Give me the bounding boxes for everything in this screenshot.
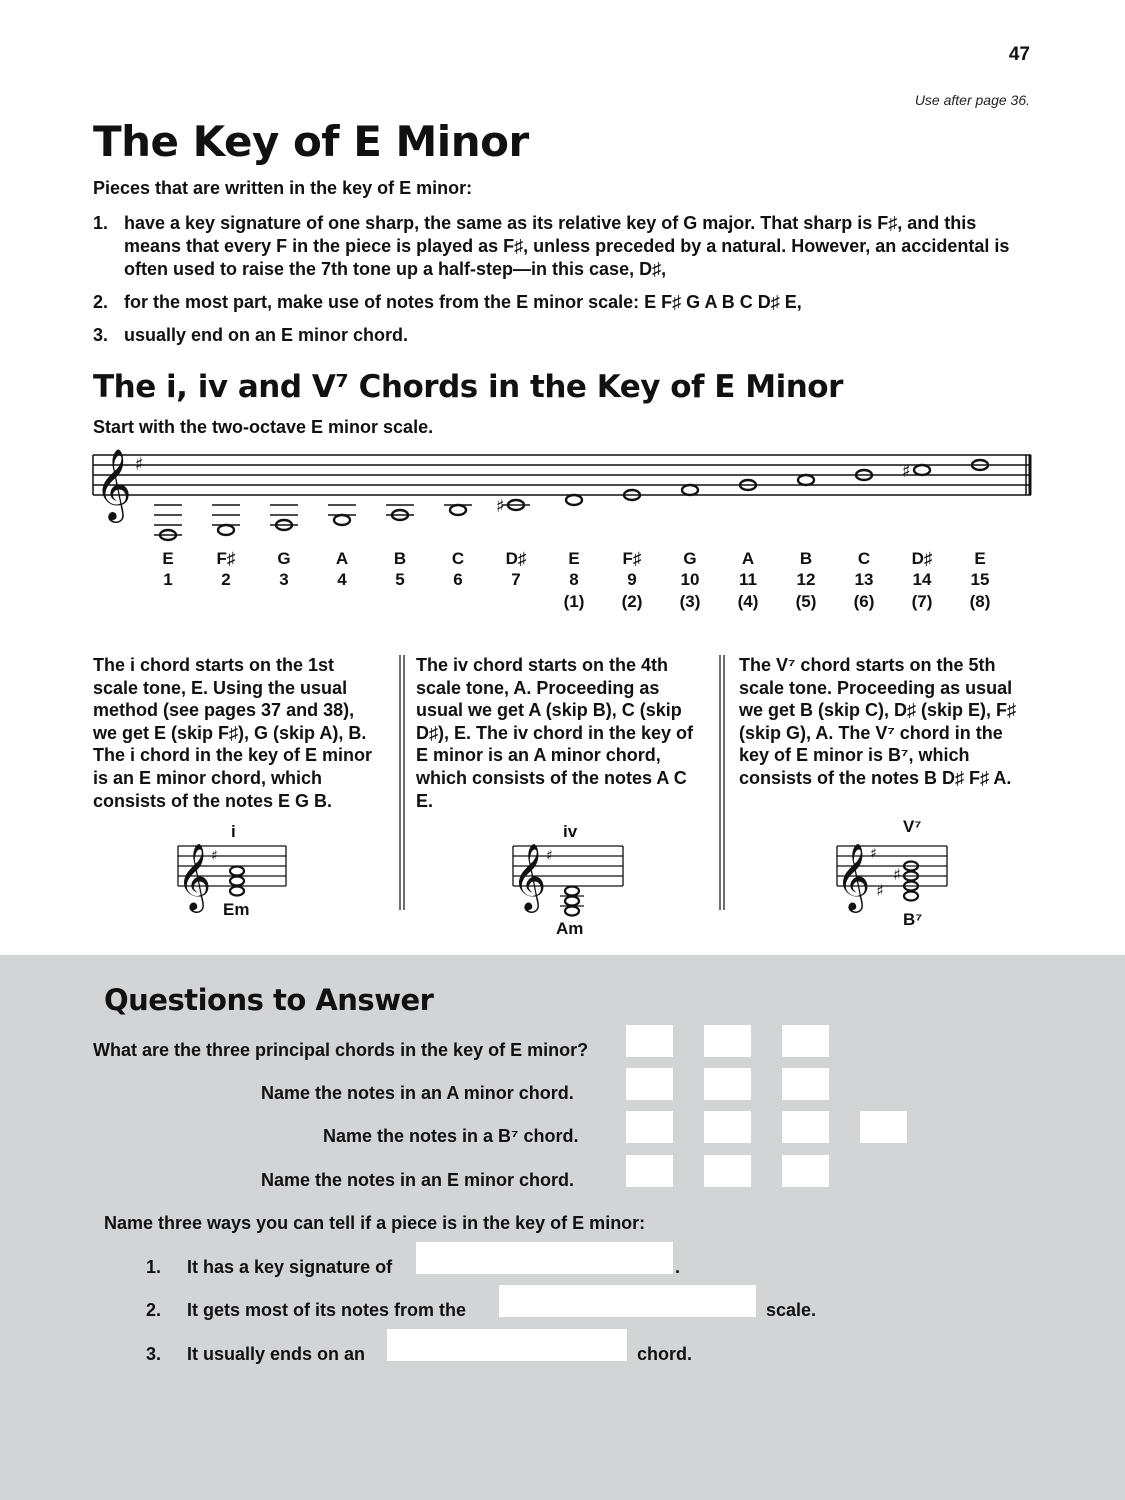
i-roman-label: i — [231, 822, 236, 841]
i-chord-notes — [230, 867, 244, 896]
scale-degree: 3 — [279, 570, 289, 589]
scale-degree: 9 — [627, 570, 637, 589]
sharp-icon: ♯ — [496, 496, 505, 517]
list-text: for the most part, make use of notes from the E minor scale: E F♯ G A B C D♯ E, — [124, 292, 802, 312]
question-principal-chords: What are the three principal chords in the key of E minor? — [93, 1040, 589, 1060]
scale-note-name: F♯ — [622, 549, 642, 568]
way-suffix: chord. — [637, 1344, 693, 1364]
answer-box[interactable] — [782, 1025, 829, 1057]
iv-chord-notes — [565, 887, 579, 916]
scale-degree-octave: (2) — [621, 592, 643, 611]
answer-box[interactable] — [626, 1155, 673, 1187]
scale-note-name: G — [683, 549, 697, 568]
scale-degree-octave: (1) — [563, 592, 585, 611]
way-text: It usually ends on an — [187, 1344, 366, 1364]
answer-box[interactable] — [782, 1155, 829, 1187]
section-title: The i, iv and V⁷ Chords in the Key of E Minor — [93, 369, 843, 405]
key-signature-sharp-icon: ♯ — [135, 454, 144, 475]
scale-degree-octave: (7) — [911, 592, 933, 611]
answer-box[interactable] — [860, 1111, 907, 1143]
sharp-icon: ♯ — [902, 461, 911, 482]
am-chord-label: Am — [556, 919, 584, 938]
scale-degree-octave: (8) — [969, 592, 991, 611]
list-text: usually end on an E minor chord. — [124, 325, 409, 345]
scale-note-name: C — [451, 549, 465, 568]
way-number: 2. — [146, 1300, 162, 1320]
way-text: It gets most of its notes from the — [187, 1300, 467, 1320]
scale-note-name: A — [335, 549, 349, 568]
scale-note-name: B — [799, 549, 813, 568]
questions-title: Questions to Answer — [104, 983, 434, 1017]
scale-degree: 12 — [796, 570, 816, 589]
treble-clef-icon: 𝄞 — [95, 447, 132, 520]
question-e-minor: Name the notes in an E minor chord. — [261, 1170, 575, 1190]
page-title: The Key of E Minor — [93, 117, 529, 166]
scale-degree: 5 — [395, 570, 405, 589]
way-number: 3. — [146, 1344, 162, 1364]
scale-note-name: E — [568, 549, 580, 568]
list-text: have a key signature of one sharp, the same as its relative key of G major. That sharp is F♯, and this means that every F in the piece is played as F♯, unless preceded by a natural. However, an accidental is often used to raise the 7th tone up a half-step—in this case, D♯, — [124, 213, 1010, 279]
scale-note-name: D♯ — [911, 549, 933, 568]
scale-note-name: A — [741, 549, 755, 568]
scale-degree: 14 — [912, 570, 932, 589]
scale-degree: 6 — [453, 570, 463, 589]
scale-degree: 15 — [970, 570, 990, 589]
scale-degree: 13 — [854, 570, 874, 589]
question-b7: Name the notes in a B⁷ chord. — [323, 1126, 579, 1146]
question-a-minor: Name the notes in an A minor chord. — [261, 1083, 574, 1103]
answer-box[interactable] — [704, 1111, 751, 1143]
em-chord-label: Em — [223, 900, 250, 919]
page-number: 47 — [1008, 44, 1030, 65]
scale-degree: 7 — [511, 570, 521, 589]
treble-clef-icon: 𝄞 — [177, 842, 212, 910]
scale-note-name: D♯ — [505, 549, 527, 568]
iv-roman-label: iv — [563, 822, 578, 841]
way-suffix: . — [675, 1257, 681, 1277]
answer-box[interactable] — [626, 1025, 673, 1057]
answer-box[interactable] — [782, 1068, 829, 1100]
i-chord-text: The i chord starts on the 1st scale tone, E. Using the usual method (see pages 37 and 38), we get E (skip F♯), G (skip A), B. The i chord in the key of E minor is an E minor chord, which consists of the notes E G B. — [93, 655, 373, 811]
chord-answer-field[interactable] — [387, 1329, 627, 1361]
iv-chord-text: The iv chord starts on the 4th scale tone, A. Proceeding as usual we get A (skip B), C (skip D♯), E. The iv chord in the key of E minor is an A minor chord, which consists of the notes A C E. — [416, 655, 694, 811]
scale-note-name: C — [857, 549, 871, 568]
v7-chord-text: The V⁷ chord starts on the 5th scale tone. Proceeding as usual we get B (skip C), D♯ (skip E), F♯ (skip G), A. The V⁷ chord in the key of E minor is B⁷, which consists of the notes B D♯ F♯ A. — [739, 655, 1017, 788]
scale-note-name: G — [277, 549, 291, 568]
way-text: It has a key signature of — [187, 1257, 393, 1277]
answer-box[interactable] — [782, 1111, 829, 1143]
v7-chord-notes — [904, 862, 918, 901]
scale-note-name: E — [162, 549, 174, 568]
intro-text: Pieces that are written in the key of E minor: — [93, 178, 473, 198]
list-number: 3. — [93, 325, 109, 345]
scale-degree: 1 — [163, 570, 173, 589]
scale-note-name: B — [393, 549, 407, 568]
sharp-icon: ♯ — [870, 846, 877, 862]
way-number: 1. — [146, 1257, 162, 1277]
sharp-icon: ♯ — [211, 848, 218, 864]
scale-degree: 2 — [221, 570, 231, 589]
v7-roman-label: V⁷ — [903, 817, 922, 836]
answer-box[interactable] — [704, 1155, 751, 1187]
scale-note-name: E — [974, 549, 986, 568]
scale-degree-octave: (5) — [795, 592, 817, 611]
sharp-icon: ♯ — [893, 865, 901, 884]
treble-clef-icon: 𝄞 — [836, 842, 871, 910]
answer-box[interactable] — [626, 1068, 673, 1100]
scale-degree: 4 — [337, 570, 347, 589]
key-signature-answer-field[interactable] — [416, 1242, 673, 1274]
answer-box[interactable] — [704, 1025, 751, 1057]
treble-clef-icon: 𝄞 — [512, 842, 547, 910]
list-number: 2. — [93, 292, 109, 312]
answer-box[interactable] — [704, 1068, 751, 1100]
scale-degree-octave: (3) — [679, 592, 701, 611]
scale-degree-octave: (4) — [737, 592, 759, 611]
scale-answer-field[interactable] — [499, 1285, 756, 1317]
b7-chord-label: B⁷ — [903, 910, 923, 929]
scale-degree: 10 — [680, 570, 700, 589]
use-after-note: Use after page 36. — [914, 92, 1030, 108]
scale-note-name: F♯ — [216, 549, 236, 568]
question-three-ways: Name three ways you can tell if a piece is in the key of E minor: — [104, 1213, 646, 1233]
scale-degree-octave: (6) — [853, 592, 875, 611]
list-number: 1. — [93, 213, 109, 233]
way-suffix: scale. — [766, 1300, 817, 1320]
answer-box[interactable] — [626, 1111, 673, 1143]
scale-degree: 8 — [569, 570, 579, 589]
sharp-icon: ♯ — [546, 848, 553, 864]
scale-intro: Start with the two-octave E minor scale. — [93, 417, 434, 437]
scale-degree: 11 — [739, 570, 757, 589]
sharp-icon: ♯ — [876, 881, 884, 900]
